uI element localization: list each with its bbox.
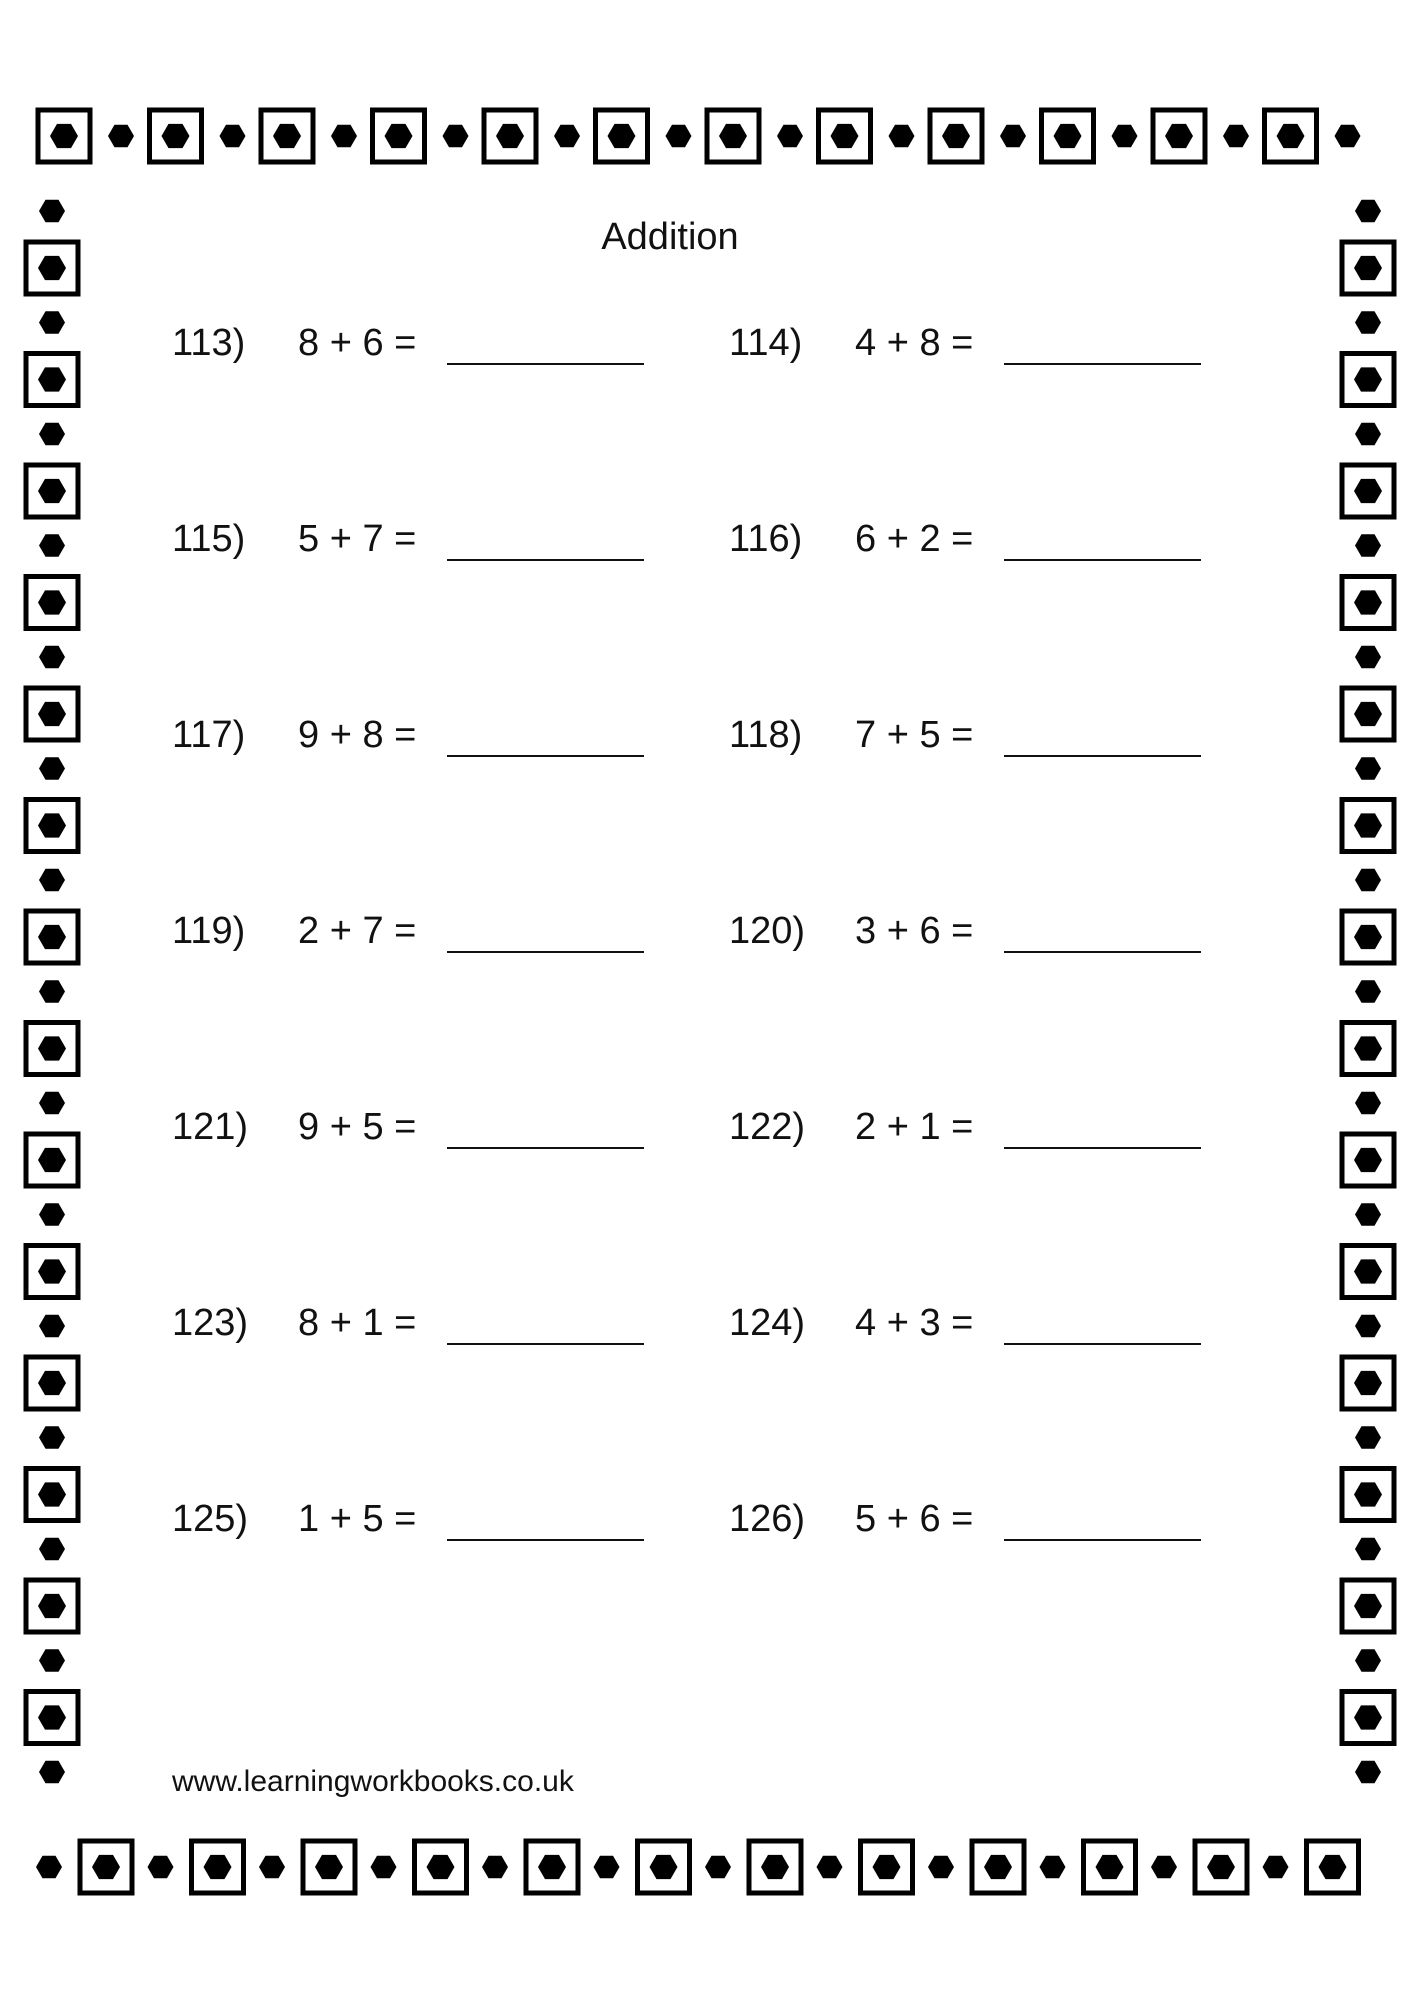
- framed-hexagon-icon: [1307, 1841, 1359, 1893]
- hexagon-dot-icon: [1355, 423, 1381, 446]
- hexagon-dot-icon: [1355, 1203, 1381, 1226]
- hexagon-dot-icon: [371, 1856, 397, 1879]
- framed-hexagon-icon: [26, 1134, 78, 1186]
- problem-expression: 4 + 3 =: [855, 1302, 974, 1344]
- hexagon-dot-icon: [594, 1856, 620, 1879]
- framed-hexagon-icon: [26, 1469, 78, 1521]
- framed-hexagon-icon: [1342, 465, 1394, 517]
- problem-expression: 2 + 1 =: [855, 1106, 974, 1148]
- hexagon-dot-icon: [1355, 646, 1381, 669]
- answer-blank[interactable]: [447, 755, 644, 757]
- hexagon-dot-icon: [1355, 980, 1381, 1003]
- framed-hexagon-icon: [26, 1580, 78, 1632]
- framed-hexagon-icon: [526, 1841, 578, 1893]
- problem-expression: 5 + 6 =: [855, 1498, 974, 1540]
- answer-blank[interactable]: [1004, 363, 1201, 365]
- hexagon-dot-icon: [39, 980, 65, 1003]
- problem-expression: 9 + 8 =: [298, 714, 417, 756]
- problem-number: 123): [172, 1302, 249, 1344]
- framed-hexagon-icon: [26, 577, 78, 629]
- framed-hexagon-icon: [261, 110, 313, 162]
- problem-number: 115): [172, 518, 246, 560]
- framed-hexagon-icon: [972, 1841, 1024, 1893]
- problem-number: 120): [729, 910, 806, 952]
- framed-hexagon-icon: [1342, 1580, 1394, 1632]
- hexagon-dot-icon: [1040, 1856, 1066, 1879]
- hexagon-dot-icon: [259, 1856, 285, 1879]
- problem-expression: 8 + 1 =: [298, 1302, 417, 1344]
- hexagon-dot-icon: [39, 534, 65, 557]
- framed-hexagon-icon: [1042, 110, 1094, 162]
- hexagon-dot-icon: [36, 1856, 62, 1879]
- framed-hexagon-icon: [1342, 688, 1394, 740]
- hexagon-dot-icon: [1000, 125, 1026, 148]
- problem-number: 113): [172, 322, 246, 364]
- hexagon-dot-icon: [1355, 757, 1381, 780]
- framed-hexagon-icon: [80, 1841, 132, 1893]
- answer-blank[interactable]: [447, 363, 644, 365]
- hexagon-dot-icon: [39, 1761, 65, 1784]
- hexagon-dot-icon: [1355, 311, 1381, 334]
- problem-expression: 8 + 6 =: [298, 322, 417, 364]
- framed-hexagon-icon: [38, 110, 90, 162]
- framed-hexagon-icon: [415, 1841, 467, 1893]
- problem-expression: 2 + 7 =: [298, 910, 417, 952]
- framed-hexagon-icon: [484, 110, 536, 162]
- framed-hexagon-icon: [26, 911, 78, 963]
- framed-hexagon-icon: [1342, 800, 1394, 852]
- problem-number: 124): [729, 1302, 806, 1344]
- hexagon-dot-icon: [39, 311, 65, 334]
- problem-expression: 1 + 5 =: [298, 1498, 417, 1540]
- problem-number: 117): [172, 714, 246, 756]
- answer-blank[interactable]: [447, 1343, 644, 1345]
- framed-hexagon-icon: [303, 1841, 355, 1893]
- framed-hexagon-icon: [26, 1692, 78, 1744]
- framed-hexagon-icon: [1153, 110, 1205, 162]
- problem-number: 114): [729, 322, 803, 364]
- framed-hexagon-icon: [1342, 577, 1394, 629]
- problem-number: 126): [729, 1498, 806, 1540]
- framed-hexagon-icon: [1265, 110, 1317, 162]
- hexagon-dot-icon: [1355, 200, 1381, 223]
- problem-number: 122): [729, 1106, 806, 1148]
- problem-expression: 3 + 6 =: [855, 910, 974, 952]
- hexagon-dot-icon: [39, 757, 65, 780]
- hexagon-dot-icon: [39, 1538, 65, 1561]
- hexagon-dot-icon: [1355, 1092, 1381, 1115]
- hexagon-dot-icon: [1151, 1856, 1177, 1879]
- hexagon-dot-icon: [554, 125, 580, 148]
- problem-expression: 9 + 5 =: [298, 1106, 417, 1148]
- problem-number: 118): [729, 714, 803, 756]
- framed-hexagon-icon: [1084, 1841, 1136, 1893]
- page-title: Addition: [601, 216, 739, 258]
- hexagon-dot-icon: [443, 125, 469, 148]
- hexagon-dot-icon: [1223, 125, 1249, 148]
- framed-hexagon-icon: [707, 110, 759, 162]
- answer-blank[interactable]: [1004, 951, 1201, 953]
- hexagon-dot-icon: [108, 125, 134, 148]
- framed-hexagon-icon: [373, 110, 425, 162]
- problem-number: 119): [172, 910, 246, 952]
- framed-hexagon-icon: [26, 1023, 78, 1075]
- framed-hexagon-icon: [1342, 1134, 1394, 1186]
- hexagon-dot-icon: [1355, 1315, 1381, 1338]
- hexagon-dot-icon: [39, 423, 65, 446]
- problem-expression: 7 + 5 =: [855, 714, 974, 756]
- framed-hexagon-icon: [819, 110, 871, 162]
- hexagon-dot-icon: [39, 1092, 65, 1115]
- framed-hexagon-icon: [26, 354, 78, 406]
- framed-hexagon-icon: [26, 1246, 78, 1298]
- hexagon-dot-icon: [1355, 1761, 1381, 1784]
- problem-expression: 5 + 7 =: [298, 518, 417, 560]
- hexagon-dot-icon: [1112, 125, 1138, 148]
- hexagon-dot-icon: [39, 1426, 65, 1449]
- framed-hexagon-icon: [150, 110, 202, 162]
- hexagon-dot-icon: [1335, 125, 1361, 148]
- problem-expression: 4 + 8 =: [855, 322, 974, 364]
- hexagon-dot-icon: [1355, 534, 1381, 557]
- framed-hexagon-icon: [1342, 1692, 1394, 1744]
- answer-blank[interactable]: [1004, 1147, 1201, 1149]
- answer-blank[interactable]: [1004, 1539, 1201, 1541]
- answer-blank[interactable]: [447, 1539, 644, 1541]
- hexagon-dot-icon: [39, 1315, 65, 1338]
- hexagon-dot-icon: [148, 1856, 174, 1879]
- hexagon-dot-icon: [39, 646, 65, 669]
- framed-hexagon-icon: [1342, 1023, 1394, 1075]
- framed-hexagon-icon: [192, 1841, 244, 1893]
- problem-number: 121): [172, 1106, 249, 1148]
- hexagon-dot-icon: [889, 125, 915, 148]
- framed-hexagon-icon: [930, 110, 982, 162]
- framed-hexagon-icon: [1342, 1246, 1394, 1298]
- hexagon-dot-icon: [817, 1856, 843, 1879]
- hexagon-dot-icon: [666, 125, 692, 148]
- hexagon-dot-icon: [39, 1649, 65, 1672]
- framed-hexagon-icon: [1342, 911, 1394, 963]
- problem-expression: 6 + 2 =: [855, 518, 974, 560]
- framed-hexagon-icon: [749, 1841, 801, 1893]
- answer-blank[interactable]: [447, 951, 644, 953]
- framed-hexagon-icon: [638, 1841, 690, 1893]
- website-url: www.learningworkbooks.co.uk: [172, 1765, 574, 1798]
- framed-hexagon-icon: [596, 110, 648, 162]
- answer-blank[interactable]: [447, 559, 644, 561]
- hexagon-dot-icon: [1355, 1649, 1381, 1672]
- hexagon-dot-icon: [1355, 1538, 1381, 1561]
- framed-hexagon-icon: [1342, 354, 1394, 406]
- hexagon-dot-icon: [777, 125, 803, 148]
- answer-blank[interactable]: [447, 1147, 644, 1149]
- hexagon-dot-icon: [482, 1856, 508, 1879]
- hexagon-dot-icon: [705, 1856, 731, 1879]
- framed-hexagon-icon: [1195, 1841, 1247, 1893]
- hexagon-dot-icon: [928, 1856, 954, 1879]
- framed-hexagon-icon: [26, 800, 78, 852]
- framed-hexagon-icon: [26, 465, 78, 517]
- framed-hexagon-icon: [1342, 1469, 1394, 1521]
- framed-hexagon-icon: [1342, 1357, 1394, 1409]
- hexagon-dot-icon: [331, 125, 357, 148]
- framed-hexagon-icon: [26, 1357, 78, 1409]
- hexagon-dot-icon: [1355, 869, 1381, 892]
- hexagon-dot-icon: [39, 1203, 65, 1226]
- framed-hexagon-icon: [26, 688, 78, 740]
- answer-blank[interactable]: [1004, 1343, 1201, 1345]
- hexagon-dot-icon: [1355, 1426, 1381, 1449]
- framed-hexagon-icon: [861, 1841, 913, 1893]
- hexagon-dot-icon: [39, 869, 65, 892]
- problem-number: 125): [172, 1498, 249, 1540]
- answer-blank[interactable]: [1004, 559, 1201, 561]
- hexagon-dot-icon: [220, 125, 246, 148]
- problem-number: 116): [729, 518, 803, 560]
- framed-hexagon-icon: [1342, 242, 1394, 294]
- hexagon-dot-icon: [1263, 1856, 1289, 1879]
- answer-blank[interactable]: [1004, 755, 1201, 757]
